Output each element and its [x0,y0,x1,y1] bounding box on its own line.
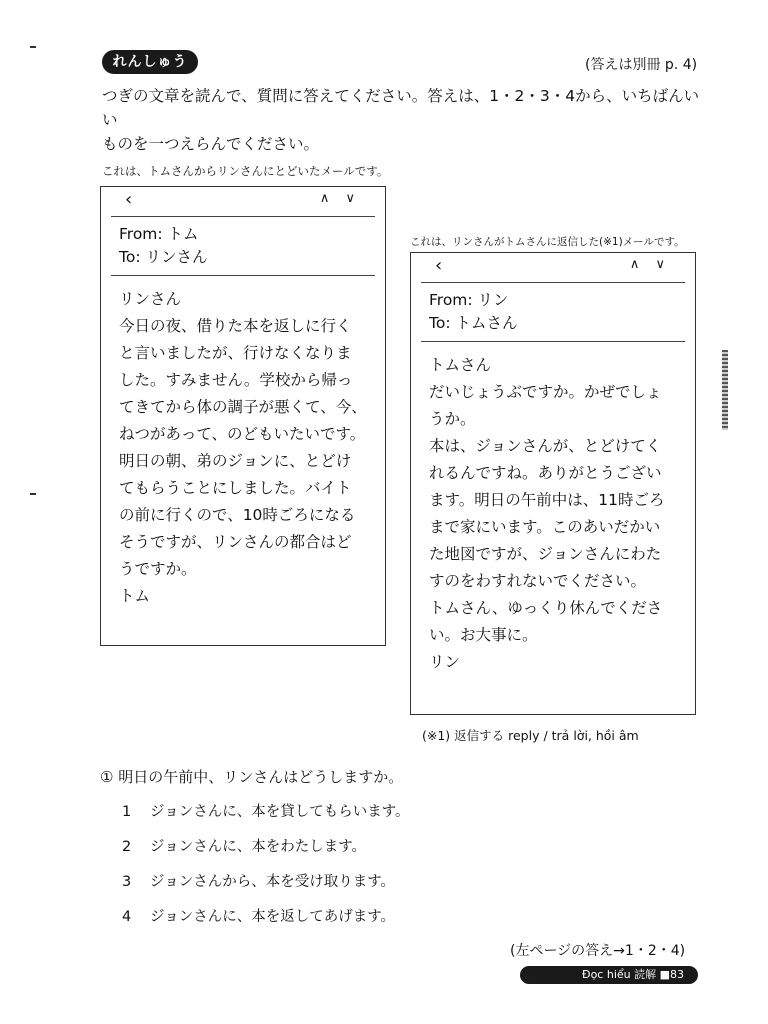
email1-line: ねつがあって、のどもいたいです。 [119,425,366,443]
email2-from: From: リン [429,291,509,309]
email2-body [411,342,695,676]
email2-line: うか。 [429,410,476,428]
email1-line: した。すみません。学校から帰っ [119,371,353,389]
email-rin-to-tom [410,252,696,715]
email2-toolbar [421,253,685,283]
email1-line: てもらうことにしました。バイト [119,479,352,497]
email1-toolbar [111,187,375,217]
answer-reference: (答えは別冊 p. 4) [585,57,698,73]
email2-line: ます。明日の午前中は、11時ごろ [429,491,665,509]
email1-line: リンさん [119,290,182,308]
email-tom-to-rin [100,186,386,646]
up-down-arrows-icon: ∧ ∨ [319,191,361,206]
margin-mark [30,493,36,495]
footnote: (※1) 返信する reply / trả lời, hồi âm [422,728,639,743]
back-chevron-icon: ‹ [435,255,443,276]
email2-line: トムさん、ゆっくり休んでくださ [429,599,663,617]
back-chevron-icon: ‹ [125,189,133,210]
email1-to: To: リンさん [119,248,208,266]
email2-to: To: トムさん [429,314,518,332]
email2-line: だいじょうぶですか。かぜでしょ [429,383,662,401]
email1-line: と言いましたが、行けなくなりま [119,344,352,362]
email2-caption: これは、リンさんがトムさんに返信した(※1)メールです。 [410,236,685,248]
email2-line: た地図ですが、ジョンさんにわた [429,545,662,563]
up-down-arrows-icon: ∧ ∨ [629,257,671,272]
email1-line: 今日の夜、借りた本を返しに行く [119,317,352,335]
answer-options [122,800,410,940]
instructions-line-2: ものを一つえらんでください。 [102,135,320,153]
email2-line: すのをわすれないでください。 [429,572,647,590]
email1-line: そうですが、リンさんの都合はど [119,533,352,551]
answer-option[interactable] [122,905,410,940]
email2-line: リン [429,653,461,671]
email1-line: の前に行くので、10時ごろになる [119,506,356,524]
email1-line: トム [119,587,151,605]
question-text: ① 明日の午前中、リンさんはどうしますか。 [100,768,404,786]
email1-line: 明日の朝、弟のジョンに、とどけ [119,452,352,470]
scan-edge-strip [722,350,728,430]
option-number: 1 [122,804,132,820]
email1-line: うですか。 [119,560,197,578]
email1-from: From: トム [119,225,199,243]
answer-option[interactable] [122,870,410,905]
email1-caption: これは、トムさんからリンさんにとどいたメールです。 [102,164,389,178]
email2-line: い。お大事に。 [429,626,538,644]
option-text: ジョンさんに、本を返してあげます。 [150,909,396,925]
margin-mark [30,46,36,48]
option-text: ジョンさんから、本を受け取ります。 [150,874,396,890]
previous-page-answer: (左ページの答え→1・2・4) [510,943,686,959]
email2-line: 本は、ジョンさんが、とどけてく [429,437,662,455]
email2-line: トムさん [429,356,492,374]
email2-header [421,283,685,342]
option-number: 3 [122,874,132,890]
page-number-bar: Đọc hiểu 読解 ■83 [520,966,698,984]
instructions [102,84,702,156]
email1-header [111,217,375,276]
option-number: 2 [122,839,132,855]
email2-line: れるんですね。ありがとうござい [429,464,662,482]
instructions-line-1: つぎの文章を読んで、質問に答えてください。答えは、1・2・3・4から、いちばんいい [102,87,700,129]
option-text: ジョンさんに、本を貸してもらいます。 [150,804,410,820]
answer-option[interactable] [122,835,410,870]
answer-option[interactable] [122,800,410,835]
email1-line: てきてから体の調子が悪くて、今、 [119,398,367,416]
option-number: 4 [122,909,132,925]
option-text: ジョンさんに、本をわたします。 [150,839,367,855]
email1-body [101,276,385,610]
email2-line: まで家にいます。このあいだかい [429,518,661,536]
section-badge: れんしゅう [102,50,198,74]
